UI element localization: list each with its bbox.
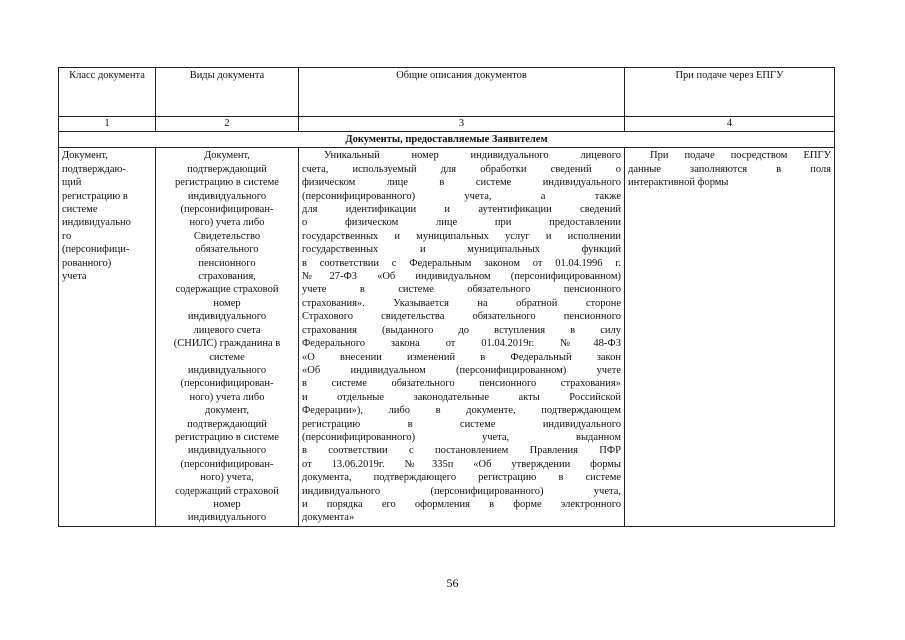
header-col1-line: Класс	[69, 70, 96, 81]
cell-line: содержащий страховой	[175, 485, 279, 497]
cell-line: документ,	[204, 405, 249, 417]
cell-document-class	[59, 148, 156, 526]
cell-line: ного) учета,	[200, 472, 254, 484]
cell-line: счета, используемый для обработки сведений о	[302, 163, 621, 175]
cell-line: документа, подтверждающего регистрацию в системе	[302, 472, 621, 484]
cell-line: подтверждающий	[187, 163, 267, 175]
cell-line: пенсионного	[198, 257, 256, 269]
cell-line: индивидуального	[187, 311, 267, 323]
cell-line: индивидуального	[187, 512, 267, 524]
cell-line: лицевого счета	[193, 324, 261, 336]
cell-line: Страхового свидетельства обязательного пенсионного	[302, 311, 621, 323]
cell-document-types	[156, 148, 299, 526]
cell-epgu	[625, 148, 835, 526]
cell-line: подтверждающий	[187, 418, 267, 430]
cell-line: Уникальный номер индивидуального лицевого	[324, 150, 621, 162]
cell-line: учете в системе обязательного пенсионного	[302, 284, 621, 296]
header-document-class	[59, 68, 156, 117]
cell-line: (персонифицирован-	[180, 204, 274, 216]
cell-line: индивидуально	[62, 217, 131, 229]
cell-line: физическом лице в системе индивидуального	[302, 177, 621, 189]
cell-line: ного) учета либо	[189, 391, 265, 403]
cell-line: Федерального закона от 01.04.2019г. №48-ФЗ	[302, 338, 621, 350]
cell-line: и порядка его оформления в форме электронного	[302, 498, 621, 510]
cell-line: регистрацию в системе	[175, 177, 279, 189]
cell-line: государственных и муниципальных услуг и исполнении	[302, 230, 621, 242]
table-row	[59, 148, 835, 526]
cell-line: го	[62, 230, 72, 242]
cell-line: «О внесении изменений в Федеральный закон	[302, 351, 621, 363]
column-number: 1	[59, 117, 156, 132]
cell-line: рованного)	[62, 257, 112, 269]
column-number: 2	[156, 117, 299, 132]
header-document-types: Виды документа	[156, 68, 299, 117]
cell-line: содержащие страховой	[175, 284, 279, 296]
cell-line: индивидуального	[187, 445, 267, 457]
cell-line: и отдельные законодательные акты Российской	[302, 391, 621, 403]
column-number-row	[59, 117, 835, 132]
cell-line: данные заполняются в поля	[628, 163, 831, 175]
cell-line: индивидуального (персонифицированного) учета,	[302, 485, 621, 497]
cell-line: При подаче посредством ЕПГУ	[650, 150, 831, 162]
cell-line: для идентификации и аутентификации сведений	[302, 204, 621, 216]
cell-line: о физическом лице при предоставлении	[302, 217, 621, 229]
cell-line: учета	[62, 271, 87, 283]
cell-line: (персонифицирован-	[180, 458, 274, 470]
cell-line: в соответствии с постановлением Правления ПФР	[302, 445, 621, 457]
cell-line: (СНИЛС) гражданина в	[173, 338, 281, 350]
column-number: 4	[625, 117, 835, 132]
cell-line: ного) учета либо	[189, 217, 265, 229]
cell-line: обязательного	[195, 244, 259, 256]
cell-line: Свидетельство	[193, 230, 261, 242]
column-number: 3	[299, 117, 625, 132]
cell-line: (персонифицирован-	[180, 378, 274, 390]
cell-line: №27-ФЗ «Об индивидуальном (персонифицированном)	[302, 271, 621, 283]
cell-line: интерактивной формы	[628, 177, 729, 189]
cell-line: (персонифици-	[62, 244, 130, 256]
section-title: Документы, предоставляемые Заявителем	[59, 132, 835, 148]
cell-line: регистрацию в системе индивидуального	[302, 418, 621, 430]
cell-line: Федерации»), либо в документе, подтверждающем	[302, 405, 621, 417]
cell-line: щий	[62, 177, 82, 189]
cell-line: регистрацию в	[62, 190, 128, 202]
cell-line: в системе обязательного пенсионного страхования»	[302, 378, 621, 390]
cell-line: Документ,	[62, 150, 108, 162]
cell-line: в соответствии с Федеральным законом от 01.04.1996 г.	[302, 257, 621, 269]
cell-line: государственных и муниципальных функций	[302, 244, 621, 256]
cell-line: Документ,	[204, 150, 250, 162]
cell-line: документа»	[302, 512, 355, 524]
cell-line: индивидуального	[187, 364, 267, 376]
page-number: 56	[446, 576, 459, 590]
cell-line: системе	[62, 204, 98, 216]
header-general-descriptions: Общие описания документов	[299, 68, 625, 117]
cell-line: от 13.06.2019г. №335п «Об утверждении формы	[302, 458, 621, 470]
documents-table	[58, 67, 835, 527]
header-col1-line: документа	[97, 70, 145, 81]
section-title-row	[59, 132, 835, 148]
cell-line: номер	[213, 498, 241, 510]
cell-line: индивидуального	[187, 190, 267, 202]
cell-line: системе	[209, 351, 245, 363]
cell-line: подтверждаю-	[62, 163, 126, 175]
cell-line: регистрацию в системе	[175, 431, 279, 443]
cell-line: номер	[213, 297, 241, 309]
cell-line: страхования,	[198, 271, 256, 283]
cell-description	[299, 148, 625, 526]
cell-line: «Об индивидуальном (персонифицированном) учете	[302, 364, 621, 376]
cell-line: страхования (выданного до вступления в силу	[302, 324, 621, 336]
cell-line: (персонифицированного) учета, выданном	[302, 431, 621, 443]
table-header-row	[59, 68, 835, 117]
cell-line: страхования». Указывается на обратной стороне	[302, 297, 621, 309]
cell-line: (персонифицированного) учета, а также	[302, 190, 621, 202]
header-epgu-submission: При подаче через ЕПГУ	[625, 68, 835, 117]
